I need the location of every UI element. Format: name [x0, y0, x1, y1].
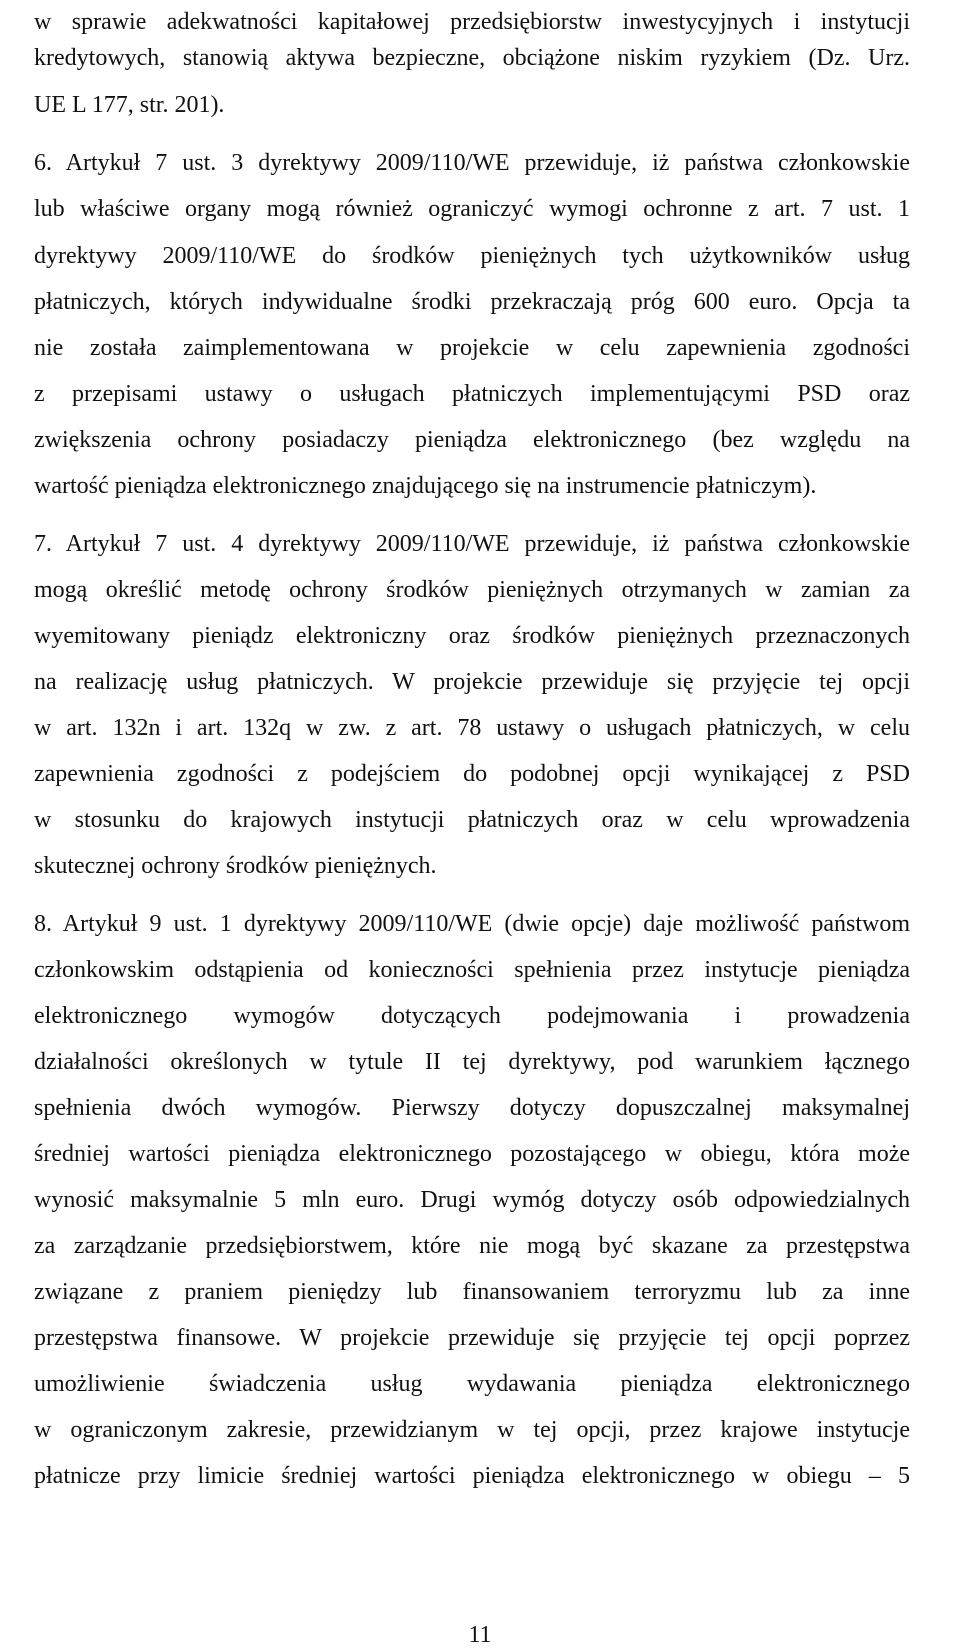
text-line: w ograniczonym zakresie, przewidzianym w tej opcji, przez krajowe instytucje [34, 1417, 910, 1443]
text-line: mogą określić metodę ochrony środków pieniężnych otrzymanych w zamian za [34, 577, 910, 603]
text-line: na realizację usług płatniczych. W projekcie przewiduje się przyjęcie tej opcji [34, 669, 910, 695]
text-line: zwiększenia ochrony posiadaczy pieniądza elektronicznego (bez względu na [34, 427, 910, 453]
text-line: z przepisami ustawy o usługach płatniczych implementującymi PSD oraz [34, 381, 910, 407]
text-line: 7. Artykuł 7 ust. 4 dyrektywy 2009/110/WE przewiduje, iż państwa członkowskie [34, 531, 910, 557]
text-line: w sprawie adekwatności kapitałowej przedsiębiorstw inwestycyjnych i instytucji [34, 9, 910, 35]
text-line: wyemitowany pieniądz elektroniczny oraz środków pieniężnych przeznaczonych [34, 623, 910, 649]
text-line: kredytowych, stanowią aktywa bezpieczne, obciążone niskim ryzykiem (Dz. Urz. [34, 45, 910, 71]
text-line: przestępstwa finansowe. W projekcie przewiduje się przyjęcie tej opcji poprzez [34, 1325, 910, 1351]
text-line: w art. 132n i art. 132q w zw. z art. 78 ustawy o usługach płatniczych, w celu [34, 715, 910, 741]
text-line: płatniczych, których indywidualne środki przekraczają próg 600 euro. Opcja ta [34, 289, 910, 315]
text-line: średniej wartości pieniądza elektronicznego pozostającego w obiegu, która może [34, 1141, 910, 1167]
text-line: 8. Artykuł 9 ust. 1 dyrektywy 2009/110/WE (dwie opcje) daje możliwość państwom [34, 911, 910, 937]
page-number: 11 [468, 1622, 492, 1648]
text-line: działalności określonych w tytule II tej dyrektywy, pod warunkiem łącznego [34, 1049, 910, 1075]
text-line: skutecznej ochrony środków pieniężnych. [34, 853, 437, 879]
text-line: członkowskim odstąpienia od konieczności spełnienia przez instytucje pieniądza [34, 957, 910, 983]
text-line: związane z praniem pieniędzy lub finansowaniem terroryzmu lub za inne [34, 1279, 910, 1305]
text-line: wynosić maksymalnie 5 mln euro. Drugi wymóg dotyczy osób odpowiedzialnych [34, 1187, 910, 1213]
text-line: wartość pieniądza elektronicznego znajdującego się na instrumencie płatniczym). [34, 473, 817, 499]
text-line: nie została zaimplementowana w projekcie w celu zapewnienia zgodności [34, 335, 910, 361]
text-line: w stosunku do krajowych instytucji płatniczych oraz w celu wprowadzenia [34, 807, 910, 833]
text-line: 6. Artykuł 7 ust. 3 dyrektywy 2009/110/WE przewiduje, iż państwa członkowskie [34, 150, 910, 176]
text-line: elektronicznego wymogów dotyczących podejmowania i prowadzenia [34, 1003, 910, 1029]
text-line: za zarządzanie przedsiębiorstwem, które nie mogą być skazane za przestępstwa [34, 1233, 910, 1259]
text-line: umożliwienie świadczenia usług wydawania pieniądza elektronicznego [34, 1371, 910, 1397]
text-line: UE L 177, str. 201). [34, 92, 225, 118]
text-line: spełnienia dwóch wymogów. Pierwszy dotyczy dopuszczalnej maksymalnej [34, 1095, 910, 1121]
text-line: zapewnienia zgodności z podejściem do podobnej opcji wynikającej z PSD [34, 761, 910, 787]
text-line: lub właściwe organy mogą również ograniczyć wymogi ochronne z art. 7 ust. 1 [34, 196, 910, 222]
text-line: płatnicze przy limicie średniej wartości pieniądza elektronicznego w obiegu – 5 [34, 1463, 910, 1489]
text-line: dyrektywy 2009/110/WE do środków pieniężnych tych użytkowników usług [34, 243, 910, 269]
